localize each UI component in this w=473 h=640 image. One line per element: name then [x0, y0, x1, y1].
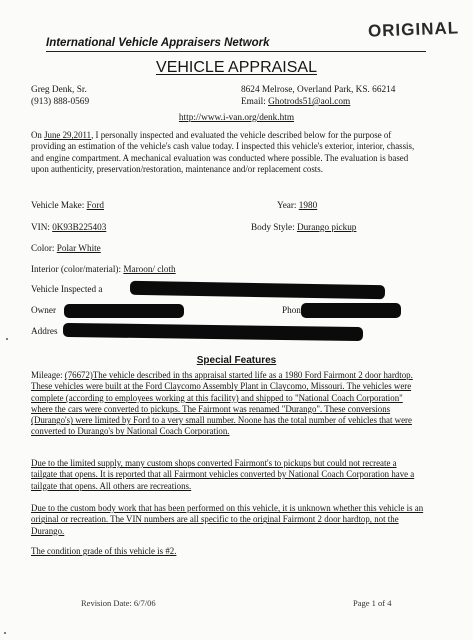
- email-link[interactable]: Ghotrods51@aol.com: [268, 97, 351, 107]
- body-style-field: [251, 222, 356, 232]
- scan-speck: [6, 338, 8, 340]
- document-title-text: VEHICLE APPRAISAL: [156, 59, 317, 76]
- intro-paragraph: [31, 130, 424, 175]
- appraiser-address: 8624 Melrose, Overland Park, KS. 66214: [241, 85, 396, 95]
- vin-label: VIN:: [31, 222, 50, 232]
- mileage-value: (76672): [64, 370, 93, 380]
- header-divider: [46, 51, 426, 52]
- special-features-heading: [0, 355, 473, 366]
- document-title: [0, 59, 473, 77]
- vehicle-year-field: [277, 200, 317, 210]
- vehicle-make-label: Vehicle Make:: [31, 200, 85, 210]
- vehicle-year-label: Year:: [277, 200, 297, 210]
- interior-label: Interior (color/material):: [31, 264, 122, 274]
- intro-prefix: On: [31, 130, 45, 140]
- redaction-location: [130, 281, 385, 299]
- vehicle-year-value: 1980: [298, 200, 318, 210]
- color-value: Polar White: [56, 243, 101, 253]
- redaction-owner: [64, 304, 184, 318]
- owner-label: Owner: [31, 305, 57, 315]
- redaction-address: [63, 323, 363, 341]
- vehicle-history-text: The vehicle described in ths appraisal started life as a 1980 Ford Fairmont 2 door hardtop. These vehicles were built at the Ford Claycomo Assembly Plant in Claycomo, Missouri. The vehicles were complete (according to employees working at this facility) and shipped to "National Coach Corporation" where the cars were converted to pickups. The Fairmont was renamed "Durango". These conversions (Durango's) were limited by Ford to a very small number. Noone has the total number of vehicles that were converted to Durango's by National Coach Corporation.: [31, 370, 413, 437]
- address-label: Addres: [31, 326, 58, 336]
- appraiser-phone: (913) 888-0569: [31, 97, 90, 107]
- inspected-at-label: Vehicle Inspected a: [31, 284, 103, 294]
- color-label: Color:: [31, 243, 55, 253]
- interior-field: [31, 264, 176, 274]
- redaction-phone: [301, 303, 401, 318]
- appraiser-name: Greg Denk, Sr.: [31, 85, 87, 95]
- vin-field: [31, 222, 106, 232]
- condition-grade: The condition grade of this vehicle is #2.: [31, 546, 177, 556]
- special-features-paragraph-2: Due to the limited supply, many custom shops converted Fairmont's to pickups but could not recreate a tailgate that opens. It is reported that all Fairmont vehicles converted by National Coach Corporation have a tailgate that opens. All others are recreations.: [31, 458, 415, 491]
- email-label: Email:: [241, 97, 266, 107]
- body-style-label: Body Style:: [251, 222, 295, 232]
- scan-speck-bottom: [4, 632, 6, 634]
- page-number: Page 1 of 4: [353, 598, 392, 608]
- special-features-paragraph-3: Due to the custom body work that has been performed on this vehicle, it is unknown whether this vehicle is an original or recreation. The VIN numbers are all specific to the original Fairmont 2 door hardtop, not the Durango.: [31, 503, 424, 536]
- vehicle-make-value: Ford: [86, 200, 104, 210]
- special-features-heading-text: Special Features: [196, 355, 277, 366]
- special-features-paragraph-1: [31, 370, 424, 438]
- vehicle-make-field: [31, 200, 104, 210]
- vin-value: 0K93B225403: [52, 222, 107, 232]
- appraiser-email-line: [241, 96, 350, 108]
- revision-date: Revision Date: 6/7/06: [81, 598, 156, 608]
- phone-label: Phon: [282, 305, 301, 315]
- body-style-value: Durango pickup: [296, 222, 357, 232]
- mileage-label: Mileage:: [31, 370, 65, 380]
- interior-value: Maroon/ cloth: [123, 264, 176, 274]
- intro-body: , I personally inspected and evaluated the vehicle described below for the purpose of providing an estimation of the vehicle's cash value today. I inspected this vehicle's exterior, interior, chassis, and engine compartment. A mechanical evaluation was conducted where possible. The evaluation is based upon authenticity, preservation/restoration, maintenance and/or replacement costs.: [31, 130, 415, 174]
- original-stamp: ORIGINAL: [367, 18, 460, 41]
- inspection-date: June 29,2011: [44, 130, 92, 140]
- organization-name: International Vehicle Appraisers Network: [46, 37, 270, 49]
- color-field: [31, 243, 101, 253]
- website-link[interactable]: http://www.i-van.org/denk.htm: [178, 113, 295, 123]
